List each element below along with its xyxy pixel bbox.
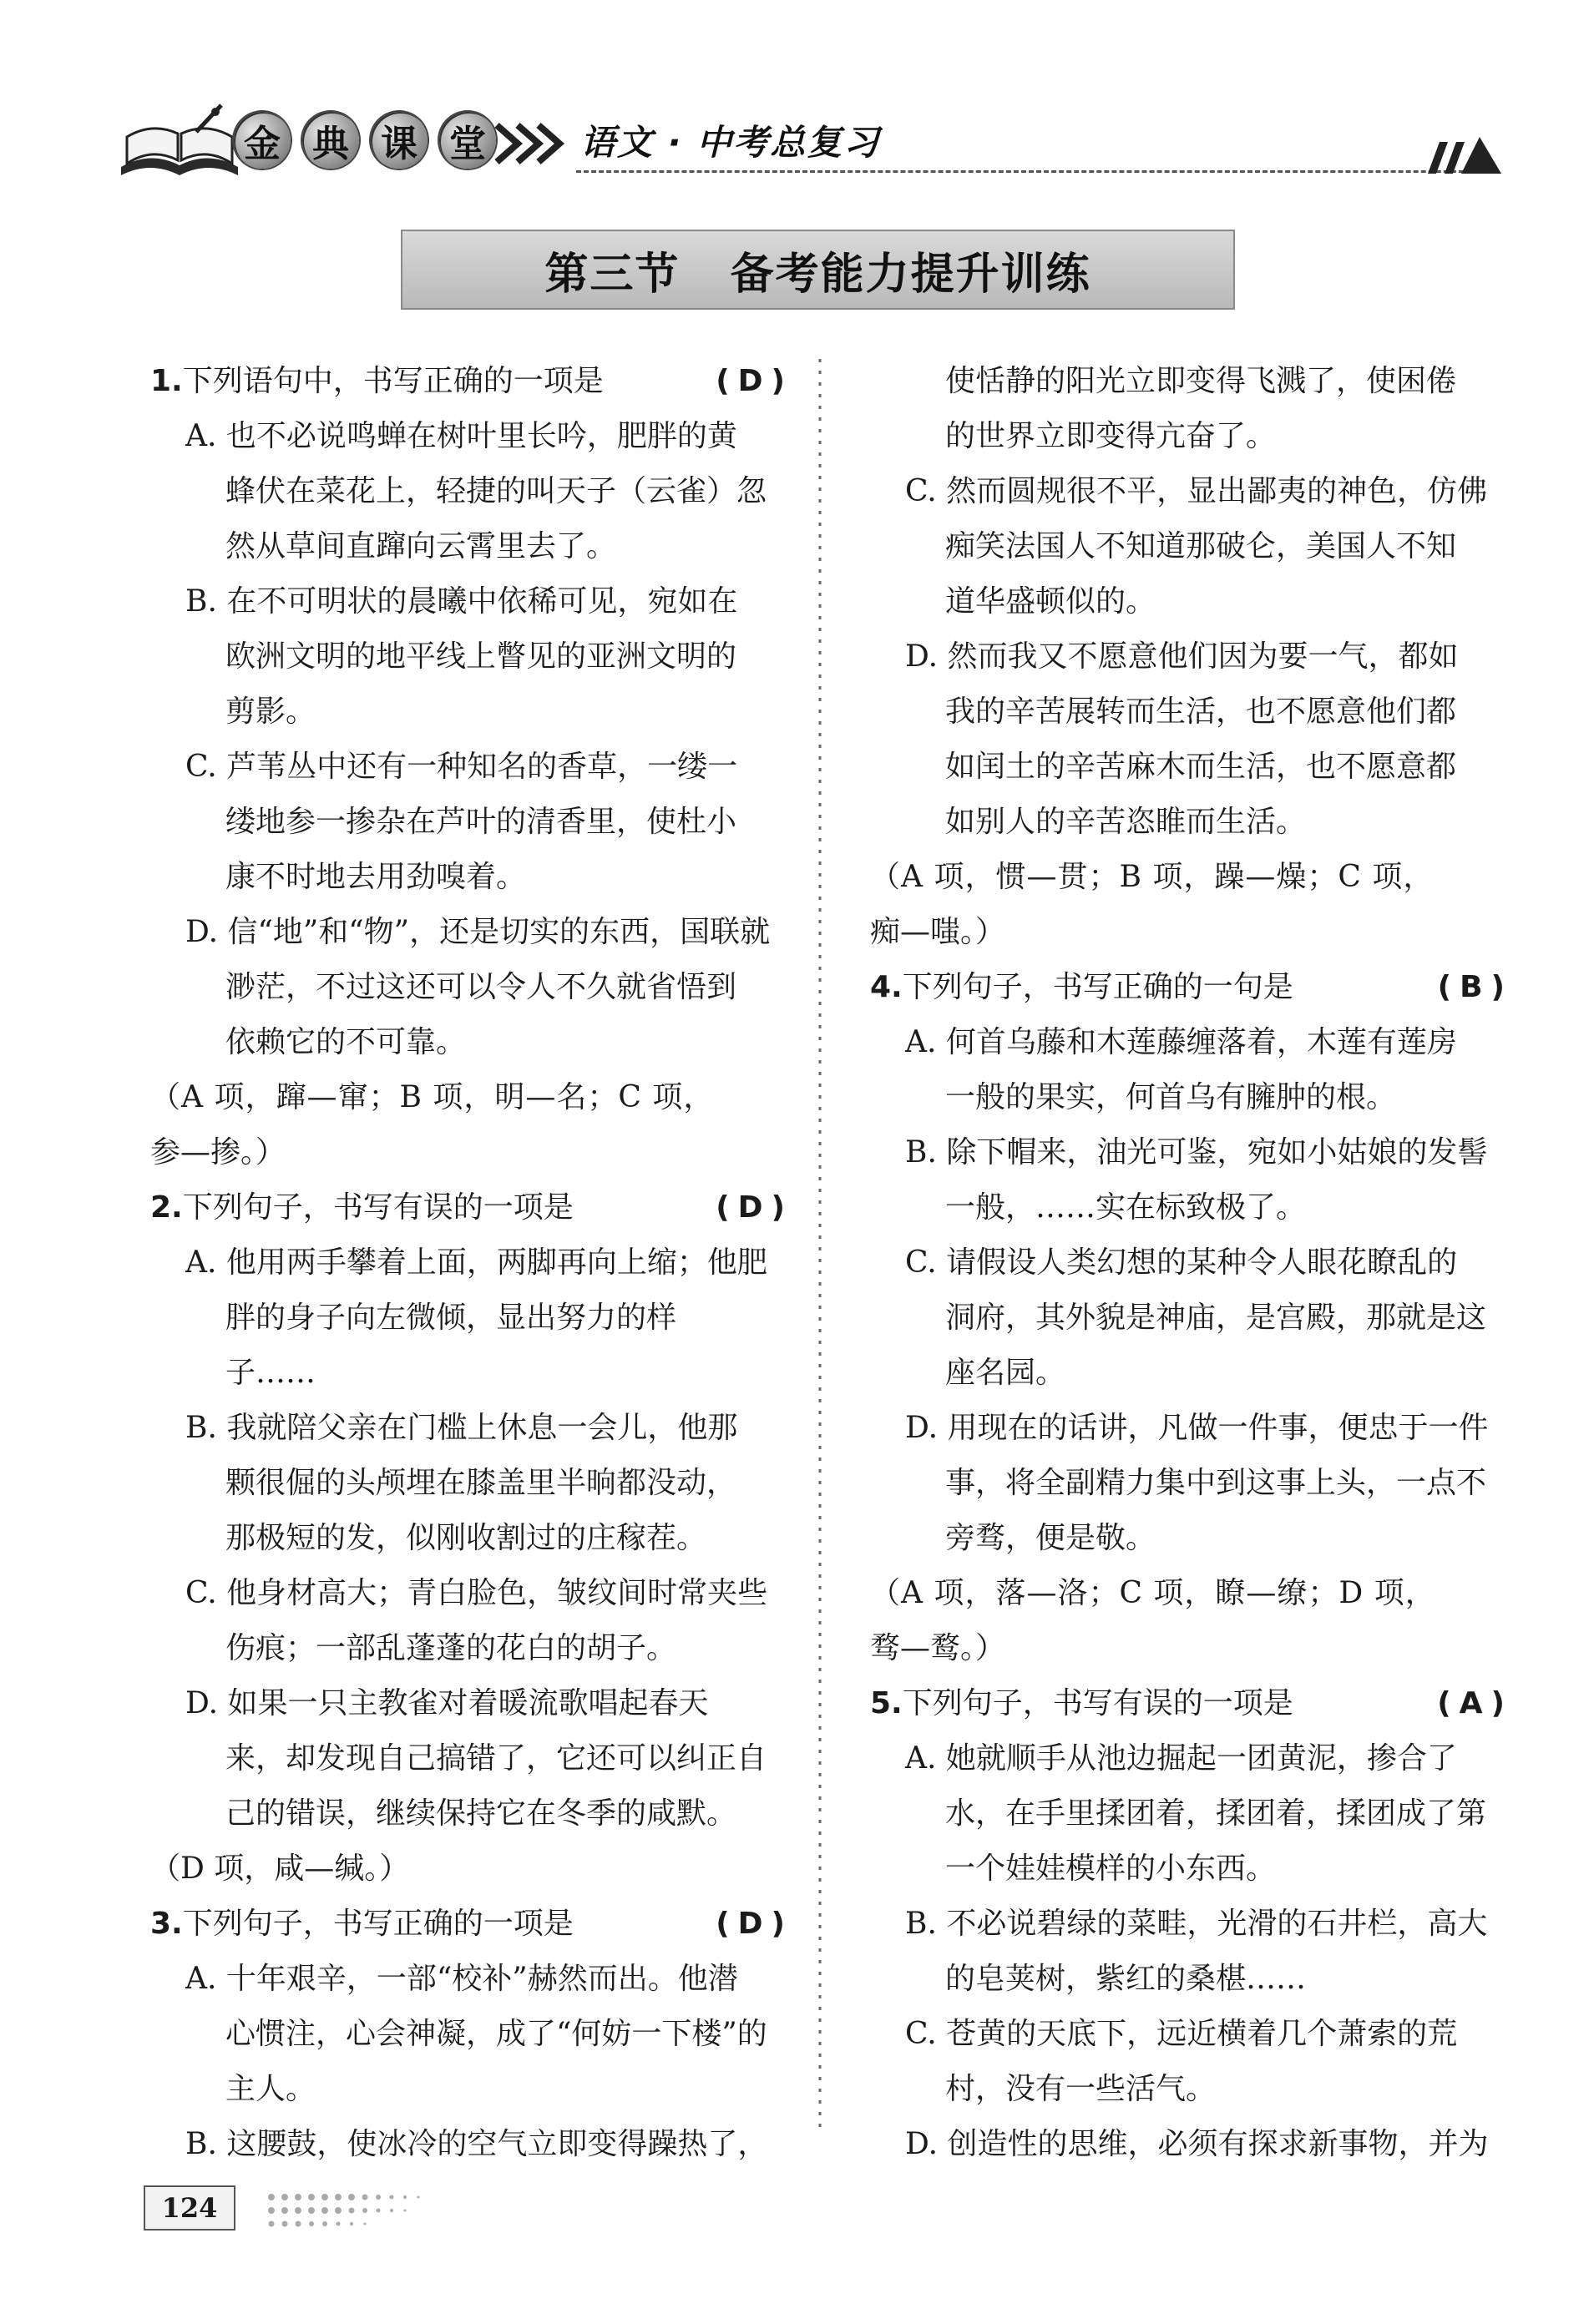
option-text: C. 芦苇丛中还有一种知名的香草，一缕一 <box>185 750 738 784</box>
left-column <box>150 354 793 2172</box>
option-text: 的世界立即变得亢奋了。 <box>945 419 1277 453</box>
answer-key: (D) <box>716 1907 793 1941</box>
option-continuation <box>870 740 1513 795</box>
option-text: C. 请假设人类幻想的某种令人眼花瞭乱的 <box>905 1245 1458 1280</box>
option-text: C. 然而圆规很不平，显出鄙夷的神色，仿佛 <box>905 474 1488 508</box>
answer-key: (B) <box>1437 970 1513 1004</box>
brand-char: 堂 <box>439 112 496 169</box>
option-text: 康不时地去用劲嗅着。 <box>225 860 527 894</box>
brand-char: 典 <box>302 112 359 169</box>
option-text: 胖的身子向左微倾，显出努力的样 <box>225 1301 677 1335</box>
page-header <box>109 100 1486 192</box>
header-rule <box>576 170 1486 173</box>
option-text: 欧洲文明的地平线上瞥见的亚洲文明的 <box>225 639 737 674</box>
brand-char: 金 <box>234 112 291 169</box>
answer-option <box>150 1952 793 2007</box>
explanation-note <box>870 1566 1513 1621</box>
option-continuation <box>150 850 793 905</box>
question-stem <box>870 1676 1513 1731</box>
answer-key: (D) <box>716 364 793 398</box>
option-text: 水，在手里揉团着，揉团着，揉团成了第 <box>945 1796 1487 1831</box>
option-text: 渺茫，不过这还可以令人不久就省悟到 <box>225 970 737 1004</box>
page-number: 124 <box>144 2185 235 2231</box>
option-text: 旁骛，便是敬。 <box>945 1521 1156 1555</box>
option-text: 一般的果实，何首乌有臃肿的根。 <box>945 1080 1397 1114</box>
section-title: 第三节 备考能力提升训练 <box>401 230 1235 310</box>
option-text: 的皂荚树，紫红的桑椹…… <box>945 1962 1307 1996</box>
option-continuation <box>870 685 1513 740</box>
option-text: C. 苍黄的天底下，远近横着几个萧索的荒 <box>905 2017 1458 2051</box>
answer-option <box>150 1566 793 1621</box>
answer-option <box>870 464 1513 519</box>
option-text: 然从草间直蹿向云霄里去了。 <box>225 529 617 563</box>
option-continuation <box>870 354 1513 409</box>
option-text: A. 也不必说鸣蝉在树叶里长吟，肥胖的黄 <box>185 419 737 453</box>
option-text: A. 十年艰辛，一部“校补”赫然而出。他潜 <box>185 1962 738 1996</box>
option-continuation <box>150 1456 793 1511</box>
explanation-note <box>150 1842 793 1897</box>
right-column <box>870 354 1513 2172</box>
option-text: B. 在不可明状的晨曦中依稀可见，宛如在 <box>185 584 738 619</box>
explanation-note <box>870 1621 1513 1676</box>
option-continuation <box>870 1952 1513 2007</box>
option-text: 主人。 <box>225 2072 316 2106</box>
option-text: 洞府，其外貌是神庙，是宫殿，那就是这 <box>945 1301 1487 1335</box>
answer-option <box>870 1015 1513 1070</box>
option-text: 缕地参一掺杂在芦叶的清香里，使杜小 <box>225 805 737 839</box>
question-number: 5. <box>870 1686 903 1720</box>
answer-option <box>150 574 793 629</box>
option-text: 使恬静的阳光立即变得飞溅了，使困倦 <box>945 364 1457 398</box>
option-text: 如闰土的辛苦麻木而生活，也不愿意都 <box>945 750 1457 784</box>
option-continuation <box>870 1346 1513 1401</box>
option-continuation <box>150 464 793 519</box>
answer-option <box>150 905 793 960</box>
answer-option <box>150 1401 793 1456</box>
option-continuation <box>870 1070 1513 1125</box>
option-continuation <box>150 519 793 574</box>
option-continuation <box>150 1786 793 1842</box>
option-continuation <box>150 795 793 850</box>
option-text: B. 我就陪父亲在门槛上休息一会儿，他那 <box>185 1411 738 1445</box>
option-text: B. 不必说碧绿的菜畦，光滑的石井栏，高大 <box>905 1907 1488 1941</box>
question-number: 4. <box>870 970 903 1004</box>
explanation-note <box>150 1070 793 1125</box>
option-continuation <box>870 1786 1513 1842</box>
answer-option <box>870 1731 1513 1786</box>
answer-option <box>150 409 793 464</box>
option-text: 蜂伏在菜花上，轻捷的叫天子（云雀）忽 <box>225 474 767 508</box>
answer-option <box>150 2117 793 2172</box>
note-text: （D 项，咸—缄。） <box>150 1852 410 1886</box>
option-text: 痴笑法国人不知道那破仑，美国人不知 <box>945 529 1457 563</box>
option-text: 如别人的辛苦恣睢而生活。 <box>945 805 1307 839</box>
note-text: 骛—鹜。） <box>870 1631 1006 1665</box>
option-continuation <box>150 1511 793 1566</box>
explanation-note <box>150 1125 793 1180</box>
option-text: D. 用现在的话讲，凡做一件事，便忠于一件 <box>905 1411 1489 1445</box>
question-number: 1. <box>150 364 183 398</box>
subject-title: 语文 · 中考总复习 <box>580 122 881 163</box>
answer-option <box>870 1125 1513 1180</box>
option-continuation <box>870 1291 1513 1346</box>
option-text: 子…… <box>225 1356 316 1390</box>
question-stem <box>150 1897 793 1952</box>
question-text: 下列语句中，书写正确的一项是 <box>182 364 604 398</box>
note-text: 痴—嗤。） <box>870 915 1006 949</box>
option-text: A. 何首乌藤和木莲藤缠落着，木莲有莲房 <box>905 1025 1457 1059</box>
question-stem <box>150 354 793 409</box>
option-continuation <box>150 2062 793 2117</box>
option-text: 一个娃娃模样的小东西。 <box>945 1852 1277 1886</box>
option-continuation <box>150 960 793 1015</box>
question-number: 3. <box>150 1907 183 1941</box>
answer-key: (D) <box>716 1190 793 1225</box>
option-text: D. 信“地”和“物”，还是切实的东西，国联就 <box>185 915 771 949</box>
answer-option <box>870 1235 1513 1291</box>
explanation-note <box>870 905 1513 960</box>
option-continuation <box>870 409 1513 464</box>
option-continuation <box>150 1621 793 1676</box>
question-text: 下列句子，书写正确的一项是 <box>182 1907 574 1941</box>
note-text: （A 项，惯—贯；B 项，躁—燥；C 项， <box>870 860 1435 894</box>
answer-option <box>150 740 793 795</box>
option-text: 村，没有一些活气。 <box>945 2072 1217 2106</box>
question-text: 下列句子，书写有误的一项是 <box>902 1686 1293 1720</box>
option-text: 座名园。 <box>945 1356 1066 1390</box>
answer-option <box>870 2007 1513 2062</box>
double-chevron-right-icon <box>493 119 576 169</box>
option-text: 心惯注，心会神凝，成了“何妨一下楼”的 <box>225 2017 767 2051</box>
open-book-pen-logo-icon <box>117 100 242 184</box>
question-number: 2. <box>150 1190 183 1225</box>
option-text: D. 创造性的思维，必须有探求新事物，并为 <box>905 2127 1489 2161</box>
question-text: 下列句子，书写有误的一项是 <box>182 1190 574 1225</box>
decorative-stripes-icon <box>1428 134 1503 175</box>
note-text: （A 项，蹿—窜；B 项，明—名；C 项， <box>150 1080 715 1114</box>
option-text: 己的错误，继续保持它在冬季的咸默。 <box>225 1796 737 1831</box>
question-stem <box>870 960 1513 1015</box>
option-continuation <box>870 1511 1513 1566</box>
brand-name <box>234 112 496 169</box>
option-continuation <box>870 2062 1513 2117</box>
option-text: B. 除下帽来，油光可鉴，宛如小姑娘的发髻 <box>905 1135 1488 1170</box>
decorative-dots-icon <box>263 2187 480 2227</box>
option-text: D. 然而我又不愿意他们因为要一气，都如 <box>905 639 1459 674</box>
option-continuation <box>870 795 1513 850</box>
option-continuation <box>870 1842 1513 1897</box>
option-text: 来，却发现自己搞错了，它还可以纠正自 <box>225 1741 767 1776</box>
option-text: 依赖它的不可靠。 <box>225 1025 467 1059</box>
option-continuation <box>870 519 1513 574</box>
option-continuation <box>870 1456 1513 1511</box>
brand-char: 课 <box>371 112 428 169</box>
option-continuation <box>150 1346 793 1401</box>
option-text: B. 这腰鼓，使冰冷的空气立即变得躁热了， <box>185 2127 768 2161</box>
option-text: 我的辛苦展转而生活，也不愿意他们都 <box>945 695 1457 729</box>
note-text: （A 项，落—洛；C 项，瞭—缭；D 项， <box>870 1576 1436 1610</box>
option-text: 事，将全副精力集中到这事上头，一点不 <box>945 1466 1487 1500</box>
answer-key: (A) <box>1437 1686 1513 1720</box>
option-continuation <box>150 1731 793 1786</box>
option-text: A. 她就顺手从池边掘起一团黄泥，掺合了 <box>905 1741 1457 1776</box>
answer-option <box>870 2117 1513 2172</box>
option-continuation <box>870 574 1513 629</box>
question-text: 下列句子，书写正确的一句是 <box>902 970 1293 1004</box>
option-text: 伤痕；一部乱蓬蓬的花白的胡子。 <box>225 1631 677 1665</box>
option-text: A. 他用两手攀着上面，两脚再向上缩；他肥 <box>185 1245 767 1280</box>
option-text: D. 如果一只主教雀对着暖流歌唱起春天 <box>185 1686 709 1720</box>
option-continuation <box>150 685 793 740</box>
question-stem <box>150 1180 793 1235</box>
note-text: 参—掺。） <box>150 1135 286 1170</box>
option-continuation <box>150 1291 793 1346</box>
answer-option <box>870 629 1513 685</box>
option-text: 那极短的发，似刚收割过的庄稼茬。 <box>225 1521 707 1555</box>
answer-option <box>870 1897 1513 1952</box>
option-text: C. 他身材高大；青白脸色，皱纹间时常夹些 <box>185 1576 768 1610</box>
answer-option <box>150 1676 793 1731</box>
option-continuation <box>150 1015 793 1070</box>
explanation-note <box>870 850 1513 905</box>
answer-option <box>870 1401 1513 1456</box>
option-continuation <box>150 2007 793 2062</box>
option-text: 颗很倔的头颅埋在膝盖里半晌都没动， <box>225 1466 737 1500</box>
option-text: 道华盛顿似的。 <box>945 584 1156 619</box>
answer-option <box>150 1235 793 1291</box>
option-text: 一般，……实在标致极了。 <box>945 1190 1307 1225</box>
column-divider <box>814 359 826 2129</box>
option-continuation <box>150 629 793 685</box>
option-text: 剪影。 <box>225 695 316 729</box>
option-continuation <box>870 1180 1513 1235</box>
